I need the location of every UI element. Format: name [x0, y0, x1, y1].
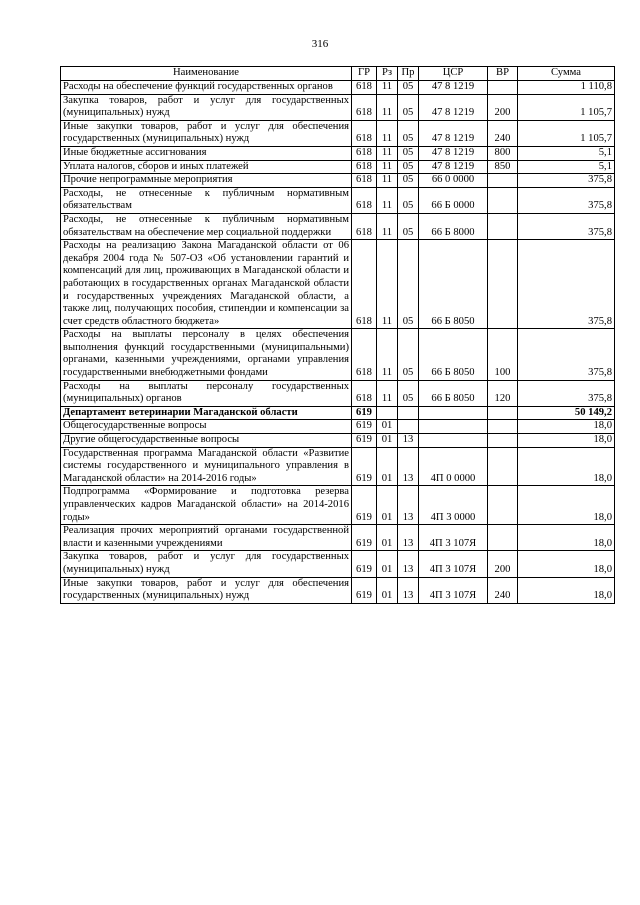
cell-sum: 18,0 [518, 447, 615, 486]
cell-sum: 1 110,8 [518, 81, 615, 95]
cell-name: Закупка товаров, работ и услуг для государственных (муниципальных) нужд [61, 551, 352, 577]
cell-gr: 618 [352, 81, 377, 95]
cell-gr: 619 [352, 447, 377, 486]
cell-vr [488, 525, 518, 551]
cell-vr: 200 [488, 551, 518, 577]
cell-vr [488, 486, 518, 525]
cell-csr: 4П 0 0000 [419, 447, 488, 486]
cell-sum: 18,0 [518, 577, 615, 603]
cell-pr: 05 [398, 213, 419, 239]
table-row [61, 240, 615, 329]
cell-pr: 05 [398, 380, 419, 406]
header-rz: Рз [377, 67, 398, 81]
cell-rz: 01 [377, 420, 398, 434]
cell-pr: 05 [398, 160, 419, 174]
table-row [61, 577, 615, 603]
cell-sum: 18,0 [518, 486, 615, 525]
cell-pr: 13 [398, 577, 419, 603]
cell-gr: 618 [352, 187, 377, 213]
cell-pr: 05 [398, 187, 419, 213]
cell-vr: 240 [488, 120, 518, 146]
cell-pr [398, 406, 419, 420]
table-row [61, 187, 615, 213]
cell-csr: 4П 3 107Я [419, 525, 488, 551]
cell-vr [488, 240, 518, 329]
cell-vr [488, 187, 518, 213]
table-row [61, 525, 615, 551]
cell-rz: 01 [377, 551, 398, 577]
cell-vr [488, 213, 518, 239]
cell-name: Иные закупки товаров, работ и услуг для обеспечения государственных (муниципальных) нужд [61, 120, 352, 146]
cell-rz: 11 [377, 380, 398, 406]
cell-pr: 13 [398, 486, 419, 525]
cell-vr: 120 [488, 380, 518, 406]
cell-sum: 5,1 [518, 160, 615, 174]
cell-vr: 240 [488, 577, 518, 603]
table-row [61, 146, 615, 160]
cell-gr: 618 [352, 120, 377, 146]
cell-csr: 47 8 1219 [419, 81, 488, 95]
table-row [61, 380, 615, 406]
cell-rz: 11 [377, 94, 398, 120]
cell-rz: 11 [377, 240, 398, 329]
cell-rz: 11 [377, 213, 398, 239]
cell-name: Иные бюджетные ассигнования [61, 146, 352, 160]
table-row [61, 420, 615, 434]
cell-vr [488, 420, 518, 434]
budget-table [60, 66, 615, 604]
cell-csr: 66 Б 8050 [419, 380, 488, 406]
table-row [61, 551, 615, 577]
cell-vr: 800 [488, 146, 518, 160]
cell-gr: 618 [352, 329, 377, 380]
cell-sum: 375,8 [518, 187, 615, 213]
cell-name: Реализация прочих мероприятий органами государственной власти и казенными учреждениями [61, 525, 352, 551]
table-header-row [61, 67, 615, 81]
cell-rz [377, 406, 398, 420]
cell-csr: 47 8 1219 [419, 120, 488, 146]
cell-gr: 618 [352, 146, 377, 160]
cell-vr [488, 447, 518, 486]
cell-name: Подпрограмма «Формирование и подготовка резерва управленческих кадров Магаданской области» на 2014-2016 годы» [61, 486, 352, 525]
cell-gr: 619 [352, 577, 377, 603]
cell-gr: 618 [352, 213, 377, 239]
cell-name: Расходы, не отнесенные к публичным нормативным обязательствам на обеспечение мер социальной поддержки [61, 213, 352, 239]
cell-rz: 11 [377, 329, 398, 380]
header-gr: ГР [352, 67, 377, 81]
cell-pr: 05 [398, 174, 419, 188]
cell-gr: 619 [352, 420, 377, 434]
cell-rz: 11 [377, 160, 398, 174]
cell-csr: 4П 3 107Я [419, 577, 488, 603]
cell-csr [419, 406, 488, 420]
cell-pr: 05 [398, 240, 419, 329]
table-row [61, 81, 615, 95]
cell-gr: 618 [352, 174, 377, 188]
cell-pr: 13 [398, 447, 419, 486]
cell-vr: 200 [488, 94, 518, 120]
cell-vr [488, 406, 518, 420]
cell-name: Прочие непрограммные мероприятия [61, 174, 352, 188]
cell-sum: 1 105,7 [518, 120, 615, 146]
cell-pr: 05 [398, 329, 419, 380]
table-row [61, 447, 615, 486]
cell-sum: 375,8 [518, 174, 615, 188]
cell-csr: 66 Б 8000 [419, 213, 488, 239]
cell-gr: 618 [352, 380, 377, 406]
cell-pr: 05 [398, 81, 419, 95]
cell-csr [419, 434, 488, 448]
table-row [61, 329, 615, 380]
cell-sum: 50 149,2 [518, 406, 615, 420]
page-number: 316 [311, 38, 329, 50]
cell-rz: 11 [377, 146, 398, 160]
table-row [61, 94, 615, 120]
table-row [61, 406, 615, 420]
cell-pr [398, 420, 419, 434]
table-row [61, 174, 615, 188]
cell-name: Государственная программа Магаданской области «Развитие системы государственного и муниципального управления в Магаданской области» на 2014-2016 годы» [61, 447, 352, 486]
cell-gr: 619 [352, 434, 377, 448]
cell-csr: 66 Б 8050 [419, 240, 488, 329]
cell-sum: 18,0 [518, 551, 615, 577]
cell-name: Расходы на обеспечение функций государственных органов [61, 81, 352, 95]
table-row [61, 486, 615, 525]
cell-sum: 18,0 [518, 525, 615, 551]
cell-rz: 01 [377, 447, 398, 486]
cell-gr: 619 [352, 406, 377, 420]
cell-gr: 619 [352, 486, 377, 525]
cell-name: Иные закупки товаров, работ и услуг для обеспечения государственных (муниципальных) нужд [61, 577, 352, 603]
cell-csr: 66 Б 8050 [419, 329, 488, 380]
cell-gr: 618 [352, 160, 377, 174]
cell-sum: 375,8 [518, 213, 615, 239]
cell-csr [419, 420, 488, 434]
cell-gr: 619 [352, 551, 377, 577]
cell-name: Закупка товаров, работ и услуг для государственных (муниципальных) нужд [61, 94, 352, 120]
cell-rz: 01 [377, 486, 398, 525]
header-pr: Пр [398, 67, 419, 81]
cell-vr [488, 434, 518, 448]
header-sum: Сумма [518, 67, 615, 81]
cell-rz: 11 [377, 174, 398, 188]
cell-sum: 18,0 [518, 420, 615, 434]
cell-name: Расходы на реализацию Закона Магаданской области от 06 декабря 2004 года № 507-ОЗ «Об установлении гарантий и компенсаций для лиц, проживающих в Магаданской области и работающих в государственных органах Магаданской области и государственных учреждениях Магаданской области, а также лиц, получающих пособия, стипендии и компенсации за счет средств областного бюджета» [61, 240, 352, 329]
cell-vr: 850 [488, 160, 518, 174]
cell-sum: 375,8 [518, 329, 615, 380]
cell-rz: 01 [377, 525, 398, 551]
cell-rz: 11 [377, 81, 398, 95]
cell-gr: 618 [352, 240, 377, 329]
cell-sum: 1 105,7 [518, 94, 615, 120]
cell-csr: 4П 3 0000 [419, 486, 488, 525]
header-csr: ЦСР [419, 67, 488, 81]
cell-csr: 47 8 1219 [419, 146, 488, 160]
cell-name: Расходы, не отнесенные к публичным нормативным обязательствам [61, 187, 352, 213]
cell-csr: 47 8 1219 [419, 160, 488, 174]
cell-pr: 05 [398, 120, 419, 146]
cell-csr: 4П 3 107Я [419, 551, 488, 577]
cell-name: Департамент ветеринарии Магаданской области [61, 406, 352, 420]
cell-pr: 13 [398, 551, 419, 577]
table-row [61, 120, 615, 146]
cell-sum: 18,0 [518, 434, 615, 448]
header-name: Наименование [61, 67, 352, 81]
header-vr: ВР [488, 67, 518, 81]
cell-rz: 11 [377, 120, 398, 146]
cell-pr: 13 [398, 525, 419, 551]
cell-csr: 66 0 0000 [419, 174, 488, 188]
cell-rz: 01 [377, 434, 398, 448]
cell-gr: 618 [352, 94, 377, 120]
cell-name: Расходы на выплаты персоналу в целях обеспечения выполнения функций государственными (муниципальными) органами, казенными учреждениями, органами управления государственными внебюджетными фондами [61, 329, 352, 380]
table-row [61, 160, 615, 174]
cell-name: Расходы на выплаты персоналу государственных (муниципальных) органов [61, 380, 352, 406]
cell-sum: 375,8 [518, 380, 615, 406]
cell-csr: 66 Б 0000 [419, 187, 488, 213]
cell-vr [488, 174, 518, 188]
cell-gr: 619 [352, 525, 377, 551]
cell-vr: 100 [488, 329, 518, 380]
cell-name: Общегосударственные вопросы [61, 420, 352, 434]
cell-pr: 05 [398, 94, 419, 120]
cell-pr: 13 [398, 434, 419, 448]
cell-name: Уплата налогов, сборов и иных платежей [61, 160, 352, 174]
cell-csr: 47 8 1219 [419, 94, 488, 120]
table-row [61, 213, 615, 239]
cell-name: Другие общегосударственные вопросы [61, 434, 352, 448]
table-row [61, 434, 615, 448]
cell-rz: 11 [377, 187, 398, 213]
cell-sum: 5,1 [518, 146, 615, 160]
cell-sum: 375,8 [518, 240, 615, 329]
cell-rz: 01 [377, 577, 398, 603]
cell-vr [488, 81, 518, 95]
cell-pr: 05 [398, 146, 419, 160]
